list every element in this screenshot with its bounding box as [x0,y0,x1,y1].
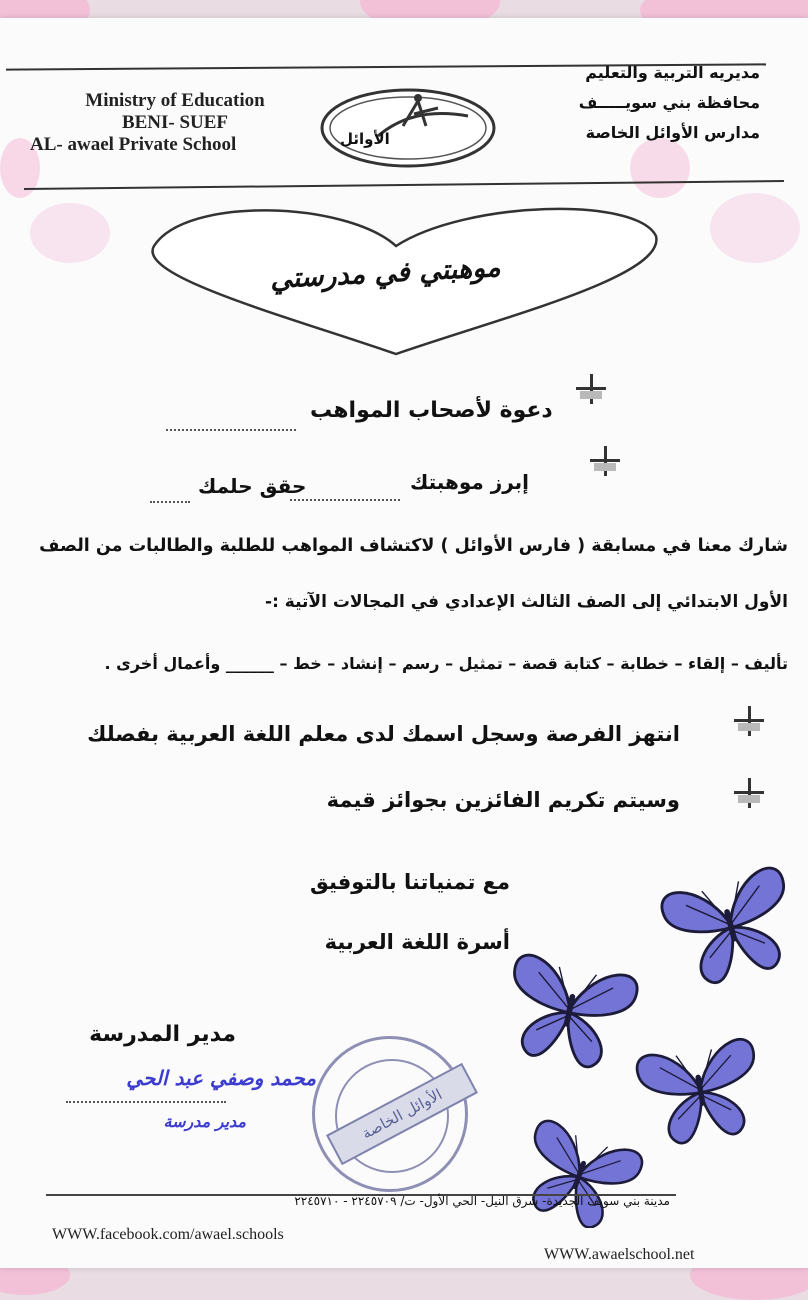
school-logo [318,86,498,170]
prizes-text: وسيتم تكريم الفائزين بجوائز قيمة [326,788,680,812]
flyer-paper [0,18,808,1268]
bullet-mark-2 [590,446,620,476]
butterfly-3 [635,1037,767,1148]
header-arabic [560,58,760,148]
schools-text: مدارس الأوائل الخاصة [585,123,760,142]
principal-signature-name: محمد وصفي عبد الحي [126,1066,316,1090]
show-talent-text: إبرز موهبتك [410,470,530,494]
body-line-1: شارك معنا في مسابقة ( فارس الأوائل ) لاكتشاف المواهب للطلبة والطالبات من الصف [39,536,788,556]
principal-signature-role: مدير مدرسة [163,1112,246,1131]
facebook-link[interactable]: WWW.facebook.com/awael.schools [52,1226,284,1243]
wishes-text: مع تمنياتنا بالتوفيق [310,870,510,894]
page-title: موهبتي في مدرستي [269,251,502,296]
invitation-text: دعوة لأصحاب المواهب [310,398,553,423]
website-link[interactable]: WWW.awaelschool.net [544,1246,695,1263]
register-text: انتهز الفرصة وسجل اسمك لدى معلم اللغة العربية بفصلك [87,722,680,746]
dotted-line-2 [290,486,400,505]
butterfly-4 [511,1117,645,1228]
butterfly-1 [659,865,804,991]
achieve-dream-text: حقق حلمك [198,474,307,498]
logo-text: الأوائل [340,130,390,148]
principal-title: مدير المدرسة [89,1022,236,1047]
bullet-mark-3 [734,706,764,736]
body-line-2: الأول الابتدائي إلى الصف الثالث الإعدادي في المجالات الآتية :- [265,592,788,612]
fields-line: تأليف – إلقاء – خطابة – كتابة قصة – تمثيل – رسم – إنشاد – خط – ______ وأعمال أخرى . [104,654,788,673]
ministry-text: Ministry of Education [85,90,265,111]
governorate-text: محافظة بني سويـــــف [578,93,760,112]
dotted-line-1 [166,416,296,435]
family-text: أسرة اللغة العربية [324,930,510,954]
signature-dotted-line [66,1088,226,1107]
decor-flower-right2 [710,193,800,263]
school-stamp [312,1036,468,1192]
butterfly-2 [498,953,640,1074]
directorate-text: مديريه التربية والتعليم [585,63,760,82]
butterflies [490,828,808,1228]
stamp-band-text: الأوائل الخاصة [326,1063,478,1165]
dotted-line-3 [150,488,190,507]
school-text: AL- awael Private School [30,134,237,155]
bullet-mark-4 [734,778,764,808]
header-english [30,90,310,156]
bullet-mark-1 [576,374,606,404]
footer-address: مدينة بني سويف الجديدة- شرق النيل- الحي الأول- ت/ ٢٢٤٥٧٠٩ - ٢٢٤٥٧١٠ [294,1194,670,1208]
decor-flower-left2 [30,203,110,263]
city-text: BENI- SUEF [121,112,229,133]
